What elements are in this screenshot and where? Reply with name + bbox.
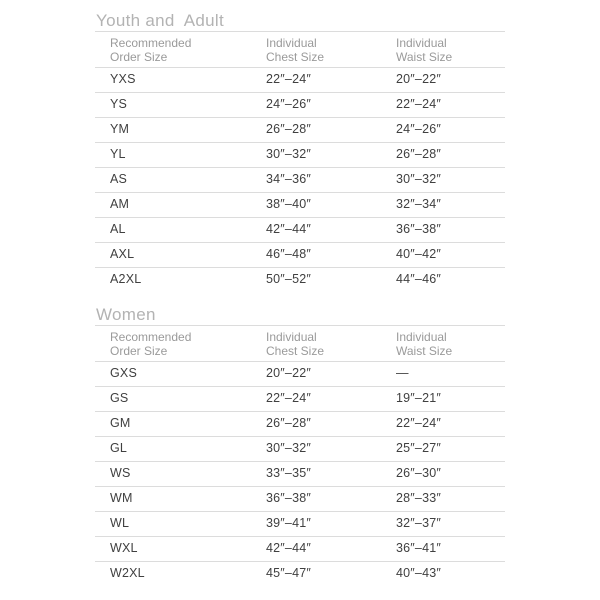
chest-cell: 22″–24″ [266, 387, 396, 412]
header-line: Waist Size [396, 50, 453, 64]
size-cell: WL [95, 512, 266, 537]
chest-cell: 26″–28″ [266, 118, 396, 143]
header-line: Recommended [110, 36, 192, 50]
waist-cell: 30″–32″ [396, 168, 505, 193]
size-cell: YS [95, 93, 266, 118]
waist-cell: 20″–22″ [396, 68, 505, 93]
table-row [95, 93, 505, 118]
table-row [95, 412, 505, 437]
size-cell: GM [95, 412, 266, 437]
waist-cell: 24″–26″ [396, 118, 505, 143]
waist-cell: 36″–41″ [396, 537, 505, 562]
table-body [95, 362, 505, 587]
size-cell: GXS [95, 362, 266, 387]
size-cell: W2XL [110, 566, 145, 580]
header-line: Individual [396, 36, 447, 50]
chest-cell: 30″–32″ [266, 143, 396, 168]
header-line: Chest Size [266, 344, 325, 358]
chest-cell: 34″–36″ [266, 168, 396, 193]
table-row [95, 437, 505, 462]
waist-cell: 44″–46″ [396, 272, 442, 286]
section-youth-adult [95, 0, 505, 292]
waist-cell: 28″–33″ [396, 487, 505, 512]
size-cell: GS [95, 387, 266, 412]
table-row [95, 487, 505, 512]
chest-cell: 30″–32″ [266, 437, 396, 462]
header-line: Individual [396, 330, 447, 344]
chest-cell: 42″–44″ [266, 218, 396, 243]
size-chart-page [95, 0, 505, 586]
waist-cell: 36″–38″ [396, 218, 505, 243]
chest-cell: 26″–28″ [266, 412, 396, 437]
size-cell: WS [95, 462, 266, 487]
table-row [95, 68, 505, 93]
waist-cell: 22″–24″ [396, 93, 505, 118]
table-row [95, 387, 505, 412]
waist-cell: 26″–28″ [396, 143, 505, 168]
table-row [95, 143, 505, 168]
header-line: Individual [266, 36, 317, 50]
table-row [95, 362, 505, 387]
col-header-order-size [95, 326, 266, 362]
col-header-order-size [95, 32, 266, 68]
header-line: Recommended [110, 330, 192, 344]
table-row [95, 118, 505, 143]
chest-cell: 24″–26″ [266, 93, 396, 118]
header-line: Chest Size [266, 50, 325, 64]
waist-cell: 25″–27″ [396, 437, 505, 462]
size-cell: WM [95, 487, 266, 512]
table-header [95, 326, 505, 362]
table-row [95, 562, 505, 587]
youth-adult-table [95, 32, 505, 292]
section-title-women: Women [95, 292, 505, 326]
table-body [95, 68, 505, 293]
chest-cell: 45″–47″ [266, 566, 312, 580]
table-row [95, 193, 505, 218]
chest-cell: 22″–24″ [266, 68, 396, 93]
header-line: Order Size [110, 344, 168, 358]
header-line: Individual [266, 330, 317, 344]
chest-cell: 50″–52″ [266, 272, 312, 286]
col-header-waist-size [396, 32, 505, 68]
table-row [95, 537, 505, 562]
header-line: Order Size [110, 50, 168, 64]
header-line: Waist Size [396, 344, 453, 358]
table-row [95, 268, 505, 293]
header-row [95, 32, 505, 68]
size-cell: AM [95, 193, 266, 218]
waist-cell: 40″–42″ [396, 243, 505, 268]
waist-cell: — [396, 362, 505, 387]
header-row [95, 326, 505, 362]
table-row [95, 462, 505, 487]
size-cell: WXL [95, 537, 266, 562]
table-row [95, 168, 505, 193]
table-header [95, 32, 505, 68]
size-cell: A2XL [110, 272, 142, 286]
chest-cell: 38″–40″ [266, 193, 396, 218]
waist-cell: 40″–43″ [396, 566, 442, 580]
table-row [95, 243, 505, 268]
size-cell: AL [95, 218, 266, 243]
waist-cell: 32″–34″ [396, 193, 505, 218]
chest-cell: 20″–22″ [266, 362, 396, 387]
chest-cell: 39″–41″ [266, 512, 396, 537]
women-table [95, 326, 505, 586]
section-women [95, 292, 505, 586]
table-row [95, 512, 505, 537]
waist-cell: 32″–37″ [396, 512, 505, 537]
chest-cell: 33″–35″ [266, 462, 396, 487]
size-cell: AXL [95, 243, 266, 268]
waist-cell: 22″–24″ [396, 412, 505, 437]
size-cell: AS [95, 168, 266, 193]
size-cell: YM [95, 118, 266, 143]
waist-cell: 19″–21″ [396, 387, 505, 412]
chest-cell: 36″–38″ [266, 487, 396, 512]
table-row [95, 218, 505, 243]
size-cell: YL [95, 143, 266, 168]
size-cell: YXS [95, 68, 266, 93]
size-cell: GL [95, 437, 266, 462]
col-header-chest-size [266, 326, 396, 362]
col-header-chest-size [266, 32, 396, 68]
chest-cell: 46″–48″ [266, 243, 396, 268]
section-title-youth-adult: Youth and Adult [95, 0, 505, 32]
col-header-waist-size [396, 326, 505, 362]
chest-cell: 42″–44″ [266, 537, 396, 562]
waist-cell: 26″–30″ [396, 462, 505, 487]
